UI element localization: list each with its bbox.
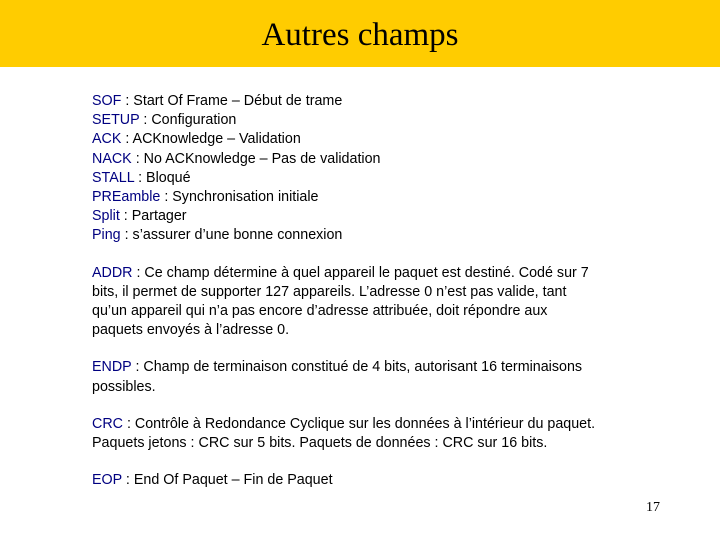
crc-line-2: Paquets jetons : CRC sur 5 bits. Paquets de données : CRC sur 16 bits. <box>92 435 548 452</box>
term-sof: SOF <box>92 93 122 109</box>
term-addr: ADDR <box>92 264 133 281</box>
desc-ack: : ACKnowledge – Validation <box>121 131 301 148</box>
list-item-split <box>92 207 672 226</box>
term-setup: SETUP <box>92 112 140 129</box>
eop-line-1: : End Of Paquet – Fin de Paquet <box>121 472 333 489</box>
desc-sof: : Start Of Frame – Début de trame <box>121 93 343 109</box>
term-nack: NACK <box>92 150 132 167</box>
desc-setup: : Configuration <box>139 112 237 129</box>
list-item-preamble <box>92 188 672 207</box>
desc-nack: : No ACKnowledge – Pas de validation <box>131 150 381 167</box>
endp-line-2: possibles. <box>92 378 156 395</box>
addr-line-1: : Ce champ détermine à quel appareil le paquet est destiné. Codé sur 7 <box>132 264 589 281</box>
slide-title: Autres champs <box>261 17 459 53</box>
paragraph-addr <box>92 264 672 341</box>
term-preamble: PREamble <box>92 189 161 206</box>
list-item-setup <box>92 111 672 130</box>
desc-stall: : Bloqué <box>134 169 191 186</box>
list-item-nack <box>92 150 672 169</box>
addr-line-4: paquets envoyés à l’adresse 0. <box>92 322 290 339</box>
spacer <box>92 246 672 264</box>
spacer <box>92 340 672 358</box>
term-split: Split <box>92 208 120 225</box>
paragraph-crc <box>92 415 672 453</box>
list-item-sof <box>92 92 672 111</box>
term-eop: EOP <box>92 472 122 489</box>
endp-line-1: : Champ de terminaison constitué de 4 bits, autorisant 16 terminaisons <box>131 359 583 376</box>
term-ack: ACK <box>92 131 122 148</box>
packet-type-list <box>92 92 672 246</box>
term-stall: STALL <box>92 169 135 186</box>
term-crc: CRC <box>92 415 123 432</box>
term-ping: Ping <box>92 227 121 244</box>
desc-ping: : s’assurer d’une bonne connexion <box>120 227 343 244</box>
addr-line-2: bits, il permet de supporter 127 appareils. L’adresse 0 n’est pas valide, tant <box>92 283 567 300</box>
list-item-ping <box>92 226 672 245</box>
list-item-ack <box>92 130 672 149</box>
spacer <box>92 453 672 471</box>
addr-line-3: qu’un appareil qui n’a pas encore d’adresse attribuée, doit répondre aux <box>92 303 548 320</box>
desc-split: : Partager <box>119 208 187 225</box>
paragraph-eop <box>92 471 672 490</box>
crc-line-1: : Contrôle à Redondance Cyclique sur les données à l’intérieur du paquet. <box>122 415 596 432</box>
term-endp: ENDP <box>92 359 132 376</box>
slide-content <box>92 92 672 490</box>
list-item-stall <box>92 169 672 188</box>
desc-preamble: : Synchronisation initiale <box>160 189 319 206</box>
page-number: 17 <box>646 500 660 515</box>
paragraph-endp <box>92 358 672 396</box>
spacer <box>92 397 672 415</box>
